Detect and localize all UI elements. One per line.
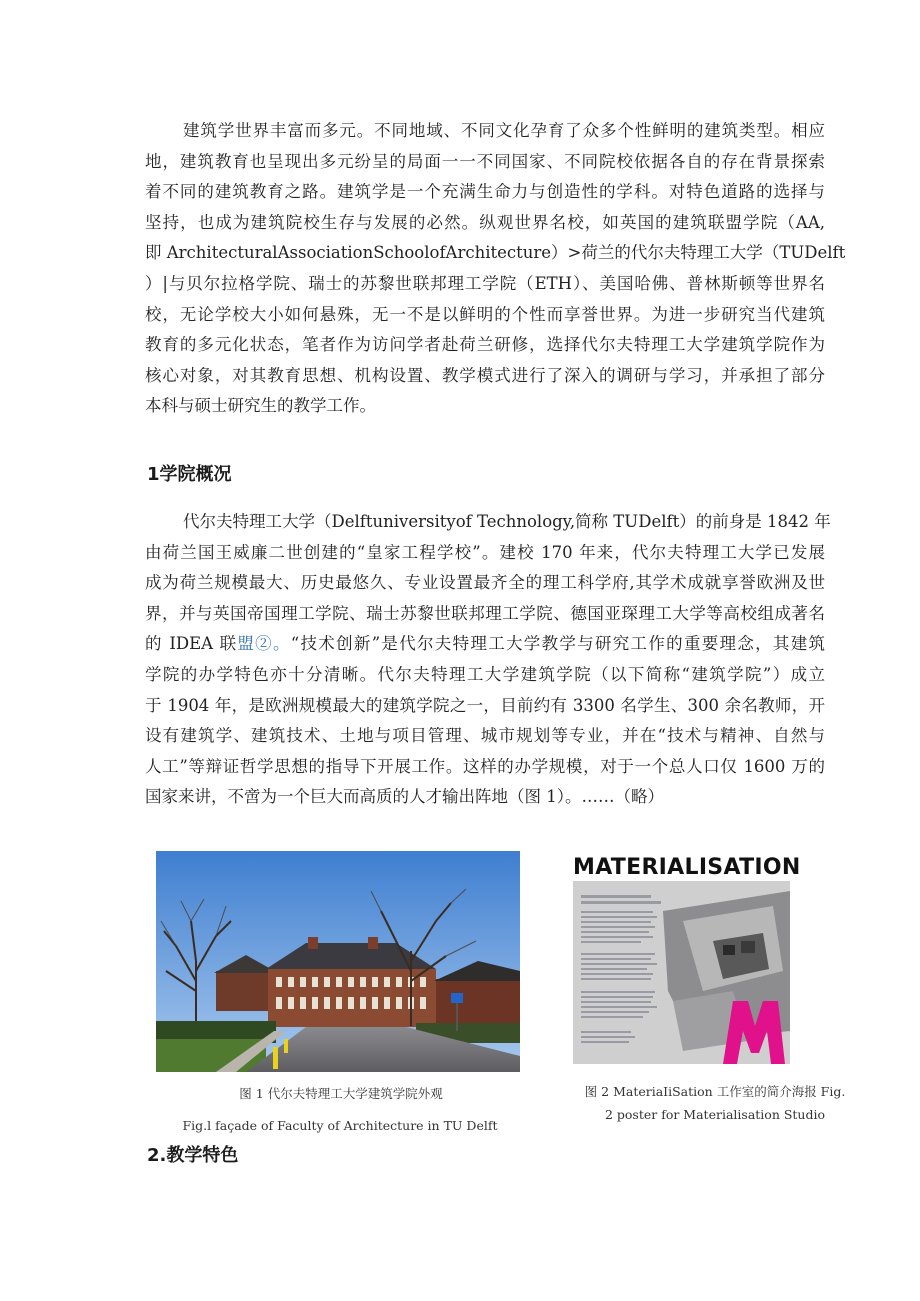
text-line: 于 1904 年，是欧洲规模最大的建筑学院之一，目前约有 3300 名学生、300 余名教师，开 [145,695,825,715]
figure-1-caption-cn: 图 1 代尔夫特理工大学建筑学院外观 [239,1086,443,1101]
text-line: 由荷兰国王威廉二世创建的“皇家工程学校”。建校 170 年来，代尔夫特理工大学已发展 [145,542,825,562]
text-line: 界，并与英国帝国理工学院、瑞士苏黎世联邦理工学院、德国亚琛理工大学等高校组成著名 [145,603,825,623]
text-line: 坚持，也成为建筑院校生存与发展的必然。纵观世界名校，如英国的建筑联盟学院（AA, [145,212,825,232]
figure-1-caption-en: Fig.l façade of Faculty of Architecture in TU Delft [182,1118,498,1133]
poster-title: MATERIALISATION [573,855,801,880]
text-line: 国家来讲，不啻为一个巨大而高质的人才输出阵地（图 1）。……（略） [145,787,664,807]
text-line: 本科与硕士研究生的教学工作。 [145,396,376,416]
figure-2-caption-line1: 图 2 MateriaIiSation 工作室的简介海报 Fig. [584,1084,846,1099]
text-line: 学院的办学特色亦十分清晰。代尔夫特理工大学建筑学院（以下简称“建筑学院”）成立 [145,664,825,684]
text-line: ）|与贝尔拉格学院、瑞士的苏黎世联邦理工学院（ETH）、美国哈佛、普林斯顿等世界名 [145,273,825,293]
footnote-link[interactable]: 盟②。 [237,634,291,654]
text-line: 核心对象，对其教育思想、机构设置、教学模式进行了深入的调研与学习，并承担了部分 [145,365,825,385]
text-line: 校，无论学校大小如何悬殊，无一不是以鲜明的个性而享誉世界。为进一步研究当代建筑 [145,304,825,324]
section-heading-1: 1学院概况 [147,464,232,485]
faculty-building-photo [156,851,520,1072]
text-line: 即 ArchitecturalAssociationSchoolofArchitecture）>荷兰的代尔夫特理工大学（TUDelft [145,243,846,263]
text-line: 代尔夫特理工大学（Delftuniversityof Technology,简称 TUDelft）的前身是 1842 年 [183,512,831,531]
text-line: 设有建筑学、建筑技术、土地与项目管理、城市规划等专业，并在“技术与精神、自然与 [145,726,825,746]
text-line: 教育的多元化状态，笔者作为访问学者赴荷兰研修，选择代尔夫特理工大学建筑学院作为 [145,335,825,355]
section-heading-2: 2.教学特色 [147,1145,239,1166]
text-line: 着不同的建筑教育之路。建筑学是一个充满生命力与创造性的学科。对特色道路的选择与 [145,182,825,202]
materialisation-poster [573,881,790,1064]
text-line: 地，建筑教育也呈现出多元纷呈的局面一一不同国家、不同院校依据各自的存在背景探索 [145,151,825,171]
text-line: 成为荷兰规模最大、历史最悠久、专业设置最齐全的理工科学府,其学术成就享誉欧洲及世 [145,573,825,593]
text-fragment: “技术创新”是代尔夫特理工大学教学与研究工作的重要理念，其建筑 [290,634,826,654]
figure-2-caption-line2: 2 poster for Materialisation Studio [604,1107,826,1122]
text-fragment: 的 IDEA 联 [145,634,238,654]
text-line: 建筑学世界丰富而多元。不同地域、不同文化孕育了众多个性鲜明的建筑类型。相应 [183,121,825,140]
intro-paragraph [145,116,846,422]
overview-paragraph [145,507,831,813]
text-line [145,629,825,660]
text-line: 人工”等辩证哲学思想的指导下开展工作。这样的办学规模，对于一个总人口仅 1600 万的 [145,756,825,776]
